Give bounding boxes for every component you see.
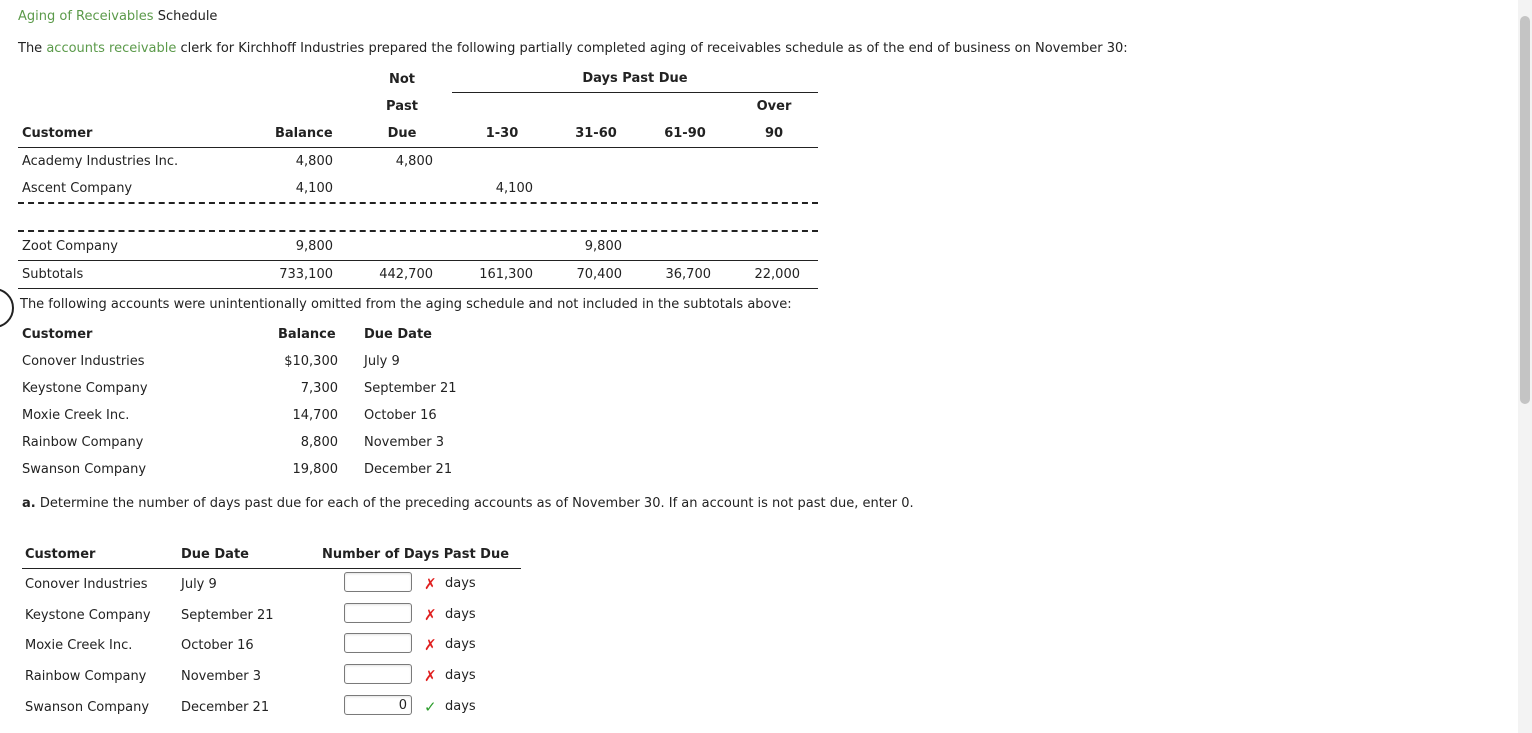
subtotal-1-30: 161,300 bbox=[479, 267, 533, 282]
omitted-row-balance: 14,700 bbox=[292, 408, 338, 423]
intro-before: The bbox=[18, 41, 43, 56]
x-mark-icon: ✗ bbox=[424, 667, 437, 685]
days-past-due-input-swanson[interactable] bbox=[344, 695, 412, 715]
omitted-row-due-date: November 3 bbox=[364, 435, 445, 450]
intro-after: clerk for Kirchhoff Industries prepared the following partially completed aging of receivables schedule as of the end of business on November 30: bbox=[180, 41, 1128, 56]
circle-marker bbox=[0, 288, 14, 328]
days-past-due-input-keystone[interactable] bbox=[344, 603, 412, 623]
header-1-30: 1-30 bbox=[485, 126, 519, 141]
omitted-header-balance: Balance bbox=[278, 327, 336, 342]
aging-row-balance: 4,100 bbox=[295, 181, 333, 196]
question-text: Determine the number of days past due for each of the preceding accounts as of November 30. If an account is not past due, enter 0. bbox=[39, 496, 914, 511]
header-31-60: 31-60 bbox=[575, 126, 617, 141]
answer-row-customer: Swanson Company bbox=[25, 700, 150, 715]
header-past: Past bbox=[386, 99, 418, 114]
header-not: Not bbox=[388, 72, 416, 87]
question-label: a. bbox=[22, 496, 36, 511]
omitted-header-customer: Customer bbox=[22, 327, 93, 342]
days-past-due-input-conover[interactable] bbox=[344, 572, 412, 592]
subtotal-61-90: 36,700 bbox=[665, 267, 711, 282]
x-mark-icon: ✗ bbox=[424, 606, 437, 624]
days-past-due-input-moxie[interactable] bbox=[344, 633, 412, 653]
answer-header-due-date: Due Date bbox=[181, 547, 249, 562]
omission-break-bottom bbox=[18, 230, 818, 232]
aging-row-customer: Academy Industries Inc. bbox=[22, 154, 179, 169]
subtotal-over-90: 22,000 bbox=[754, 267, 800, 282]
aging-row-customer: Zoot Company bbox=[22, 239, 118, 254]
omitted-intro: The following accounts were unintentionally omitted from the aging schedule and not included in the subtotals above: bbox=[20, 297, 792, 312]
x-mark-icon: ✗ bbox=[424, 575, 437, 593]
answer-row-due-date: November 3 bbox=[181, 669, 262, 684]
omission-break-top bbox=[18, 202, 818, 204]
header-over: Over bbox=[756, 99, 792, 114]
days-unit: days bbox=[445, 607, 476, 622]
answer-header-customer: Customer bbox=[25, 547, 96, 562]
scrollbar-thumb[interactable] bbox=[1520, 16, 1530, 404]
answer-row-customer: Conover Industries bbox=[25, 577, 148, 592]
answer-row-due-date: October 16 bbox=[181, 638, 254, 653]
omitted-row-due-date: December 21 bbox=[364, 462, 453, 477]
check-mark-icon: ✓ bbox=[424, 698, 437, 716]
days-past-due-input-rainbow[interactable] bbox=[344, 664, 412, 684]
omitted-row-balance: 19,800 bbox=[292, 462, 338, 477]
aging-row-balance: 9,800 bbox=[295, 239, 333, 254]
answer-row-due-date: September 21 bbox=[181, 608, 274, 623]
aging-row-1-30: 4,100 bbox=[495, 181, 533, 196]
header-due: Due bbox=[387, 126, 417, 141]
x-mark-icon: ✗ bbox=[424, 636, 437, 654]
subtotals-label: Subtotals bbox=[22, 267, 84, 282]
question-a bbox=[22, 496, 914, 511]
omitted-row-balance: 7,300 bbox=[300, 381, 338, 396]
header-days-past-due: Days Past Due bbox=[582, 71, 688, 86]
answer-row-customer: Keystone Company bbox=[25, 608, 151, 623]
title-link[interactable]: Aging of Receivables bbox=[18, 9, 154, 24]
answer-row-customer: Rainbow Company bbox=[25, 669, 147, 684]
aging-row-not-past-due: 4,800 bbox=[395, 154, 433, 169]
days-unit: days bbox=[445, 668, 476, 683]
subtotal-balance: 733,100 bbox=[279, 267, 333, 282]
subtotal-not-past-due: 442,700 bbox=[379, 267, 433, 282]
answer-row-due-date: December 21 bbox=[181, 700, 270, 715]
omitted-row-customer: Moxie Creek Inc. bbox=[22, 408, 130, 423]
omitted-header-due-date: Due Date bbox=[364, 327, 432, 342]
header-divider bbox=[18, 147, 818, 148]
days-unit: days bbox=[445, 637, 476, 652]
omitted-row-balance: 8,800 bbox=[300, 435, 338, 450]
header-90: 90 bbox=[764, 126, 784, 141]
omitted-row-due-date: September 21 bbox=[364, 381, 457, 396]
subtotal-divider-bottom bbox=[18, 288, 818, 289]
header-61-90: 61-90 bbox=[664, 126, 706, 141]
omitted-row-customer: Conover Industries bbox=[22, 354, 145, 369]
answer-row-due-date: July 9 bbox=[181, 577, 217, 592]
page-title bbox=[18, 9, 217, 24]
title-rest: Schedule bbox=[157, 9, 218, 24]
omitted-row-due-date: October 16 bbox=[364, 408, 437, 423]
omitted-row-due-date: July 9 bbox=[364, 354, 400, 369]
subtotal-divider-top bbox=[18, 260, 818, 261]
aging-row-balance: 4,800 bbox=[295, 154, 333, 169]
header-days-divider bbox=[452, 92, 818, 93]
header-balance: Balance bbox=[275, 126, 333, 141]
header-customer: Customer bbox=[22, 126, 93, 141]
aging-row-customer: Ascent Company bbox=[22, 181, 133, 196]
subtotal-31-60: 70,400 bbox=[576, 267, 622, 282]
aging-row-31-60: 9,800 bbox=[584, 239, 622, 254]
omitted-row-customer: Rainbow Company bbox=[22, 435, 144, 450]
answer-header-days-past-due: Number of Days Past Due bbox=[322, 547, 510, 562]
omitted-row-customer: Keystone Company bbox=[22, 381, 148, 396]
omitted-row-customer: Swanson Company bbox=[22, 462, 147, 477]
answer-row-customer: Moxie Creek Inc. bbox=[25, 638, 133, 653]
days-unit: days bbox=[445, 576, 476, 591]
days-unit: days bbox=[445, 699, 476, 714]
intro-text bbox=[18, 41, 1128, 56]
omitted-row-balance: $10,300 bbox=[284, 354, 338, 369]
answer-header-divider bbox=[22, 568, 521, 569]
accounts-receivable-link[interactable]: accounts receivable bbox=[46, 41, 177, 56]
